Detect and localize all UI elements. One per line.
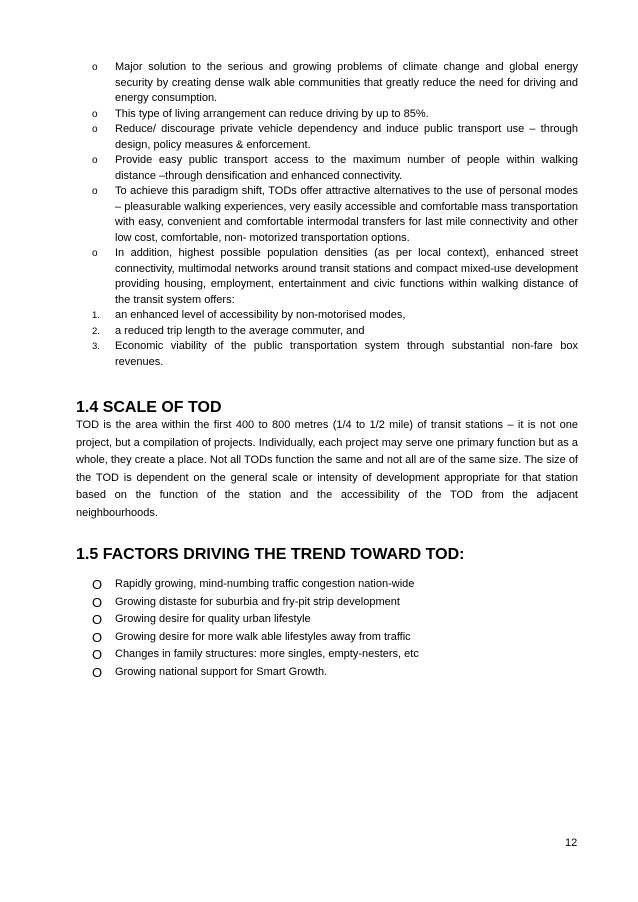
list-item-text: Growing desire for quality urban lifestyle	[115, 613, 311, 626]
list-item	[92, 246, 578, 308]
list-item-text: Growing national support for Smart Growth.	[115, 665, 328, 678]
numbered-item	[92, 324, 578, 340]
list-item	[92, 629, 578, 647]
list-item-text: Growing distaste for suburbia and fry-pit strip development	[115, 595, 400, 608]
list-item-text: Rapidly growing, mind-numbing traffic congestion nation-wide	[115, 578, 415, 590]
list-item	[92, 122, 578, 153]
list-item	[92, 646, 578, 664]
list-item-text: Growing desire for more walk able lifestyles away from traffic	[115, 630, 411, 643]
section-heading-factors: 1.5 FACTORS DRIVING THE TREND TOWARD TOD:	[76, 546, 465, 563]
list-item	[92, 664, 578, 682]
section-heading-scale: 1.4 SCALE OF TOD	[76, 399, 222, 416]
list-item	[92, 611, 578, 629]
list-item-text: Reduce/ discourage private vehicle dependency and induce public transport use – through design, policy measures & enforcement.	[115, 123, 578, 151]
list-item-text: Provide easy public transport access to the maximum number of people within walking distance –through densification and enhanced connectivity.	[115, 154, 578, 182]
number-marker: 3.	[92, 341, 100, 352]
list-item	[92, 60, 578, 107]
number-marker: 2.	[92, 325, 100, 337]
list-item-text: In addition, highest possible population densities (as per local context), enhanced street connectivity, multimodal networks around transit stations and compact mixed-use development providing housing, employment, entertainment and civic functions within walking distance of the transit system offers:	[115, 247, 578, 306]
list-item	[92, 576, 578, 594]
list-item	[92, 594, 578, 612]
list-item-text: Major solution to the serious and growing problems of climate change and global energy security by creating dense walk able communities that greatly reduce the need for driving and energy consumption.	[115, 61, 578, 104]
list-item-text: Changes in family structures: more singles, empty-nesters, etc	[115, 648, 419, 661]
list-item-text: This type of living arrangement can reduce driving by up to 85%.	[115, 107, 429, 120]
bullet-marker: O	[92, 577, 103, 592]
bullet-marker: O	[92, 594, 103, 610]
bullet-marker: O	[92, 664, 103, 680]
numbered-item-text: a reduced trip length to the average commuter, and	[115, 324, 365, 337]
scale-paragraph: TOD is the area within the first 400 to 800 metres (1/4 to 1/2 mile) of transit stations – it is not one project, but a compilation of projects. Individually, each project may serve one primary function but as a whole, they create a place. Not all TODs function the same and not all are of the same size. The size of the TOD is dependent on the general scale or intensity of development appropriate for that station based on the function of the station and the accessibility of the TOD from the adjacent neighbourhoods.	[76, 419, 578, 519]
number-marker: 1.	[92, 310, 100, 321]
factors-list	[92, 576, 578, 682]
bullet-marker: O	[92, 647, 103, 663]
numbered-item-text: an enhanced level of accessibility by non-motorised modes,	[115, 309, 406, 321]
bullet-marker: o	[92, 186, 98, 197]
list-item	[92, 153, 578, 184]
bullet-list	[92, 60, 578, 370]
bullet-marker: o	[92, 248, 98, 259]
list-item	[92, 184, 578, 246]
list-item	[92, 107, 578, 123]
bullet-marker: o	[92, 155, 98, 166]
bullet-marker: o	[92, 108, 98, 120]
numbered-item-text: Economic viability of the public transportation system through substantial non-fare box revenues.	[115, 340, 578, 368]
bullet-marker: o	[92, 124, 98, 135]
bullet-marker: O	[92, 612, 103, 628]
list-item-text: To achieve this paradigm shift, TODs offer attractive alternatives to the use of personal modes – pleasurable walking experiences, very easily accessible and comfortable mass transportation with easy, convenient and comfortable intermodal transfers for last mile connectivity and other low cost, comfortable, non- motorized transportation options.	[115, 185, 578, 244]
bullet-marker: O	[92, 629, 103, 645]
numbered-item	[92, 339, 578, 370]
bullet-marker: o	[92, 62, 98, 73]
page-number: 12	[565, 837, 578, 849]
numbered-item	[92, 308, 578, 324]
